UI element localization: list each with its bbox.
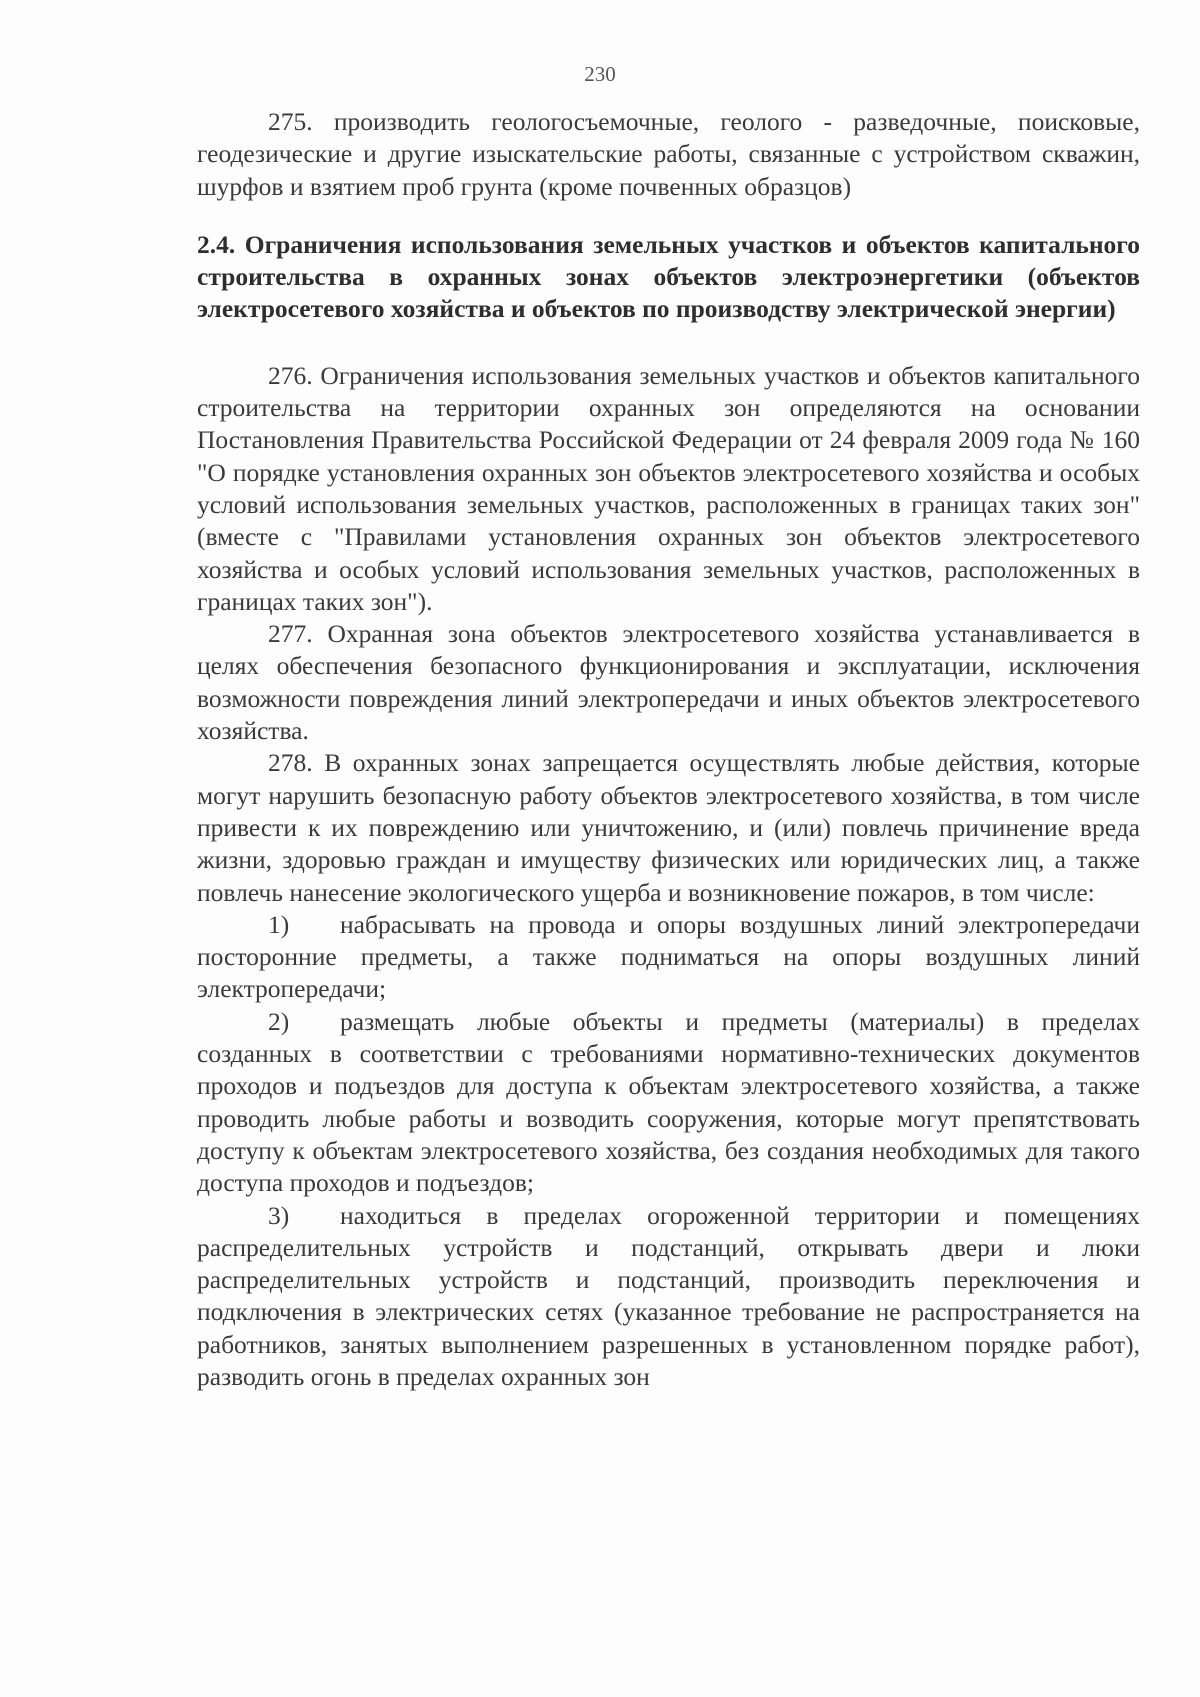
list-item-text: находиться в пределах огороженной территории и помещениях распределительных устройств и подстанций, открывать двери и люки распределительных устройств и подстанций, производить переключения и подключения в электрических сетях (указанное требование не распространяется на работников, занятых выполнением разрешенных в установленном порядке работ), разводить огонь в пределах охранных зон	[197, 1200, 1140, 1391]
paragraph-text: В охранных зонах запрещается осуществлять любые действия, которые могут нарушить безопасную работу объектов электросетевого хозяйства, в том числе привести к их повреждению или уничтожению, и (или) повлечь причинение вреда жизни, здоровью граждан и имуществу физических или юридических лиц, а также повлечь нанесение экологического ущерба и возникновение пожаров, в том числе:	[197, 748, 1141, 907]
paragraph-text: Ограничения использования земельных участков и объектов капитального строительства на территории охранных зон определяются на основании Постановления Правительства Российской Федерации от 24 февраля 2009 года № 160 "О порядке установления охранных зон объектов электросетевого хозяйства и особых условий использования земельных участков, расположенных в границах таких зон" (вместе с "Правилами установления охранных зон объектов электросетевого хозяйства и особых условий использования земельных участков, расположенных в границах таких зон").	[197, 360, 1140, 616]
paragraph-278	[197, 747, 1140, 908]
section-number: 2.4.	[197, 229, 236, 259]
section-heading	[197, 229, 1140, 326]
paragraph-text: производить геологосъемочные, геолого - разведочные, поисковые, геодезические и другие изыскательские работы, связанные с устройством скважин, шурфов и взятием проб грунта (кроме почвенных образцов)	[197, 107, 1140, 201]
paragraph-number: 276.	[268, 360, 313, 390]
section-title: Ограничения использования земельных участков и объектов капитального строительства в охранных зонах объектов электроэнергетики (объектов электросетевого хозяйства и объектов по производству электрической энергии)	[197, 229, 1140, 324]
paragraph-276	[197, 360, 1140, 618]
paragraph-text: Охранная зона объектов электросетевого хозяйства устанавливается в целях обеспечения безопасного функционирования и эксплуатации, исключения возможности повреждения линий электропередачи и иных объектов электросетевого хозяйства.	[197, 619, 1141, 746]
list-item-text: размещать любые объекты и предметы (материалы) в пределах созданных в соответствии с требованиями нормативно-технических документов проходов и подъездов для доступа к объектам электросетевого хозяйства, а также проводить любые работы и возводить сооружения, которые могут препятствовать доступу к объектам электросетевого хозяйства, без создания необходимых для такого доступа проходов и подъездов;	[197, 1006, 1140, 1198]
paragraph-number: 277.	[268, 619, 313, 649]
list-item-2	[197, 1006, 1140, 1200]
list-item-1	[197, 909, 1140, 1006]
list-item-number: 1)	[268, 909, 290, 939]
page-number: 230	[584, 62, 616, 86]
paragraph-number: 278.	[268, 748, 313, 778]
paragraph-number: 275.	[268, 107, 313, 136]
paragraph-275	[197, 106, 1140, 203]
paragraph-277	[197, 618, 1140, 747]
list-item-text: набрасывать на провода и опоры воздушных линий электропередачи посторонние предметы, а также подниматься на опоры воздушных линий электропередачи;	[197, 909, 1140, 1004]
list-item-number: 2)	[268, 1006, 290, 1036]
list-item-number: 3)	[268, 1200, 290, 1230]
document-body	[197, 106, 1140, 1393]
list-item-3	[197, 1200, 1140, 1394]
